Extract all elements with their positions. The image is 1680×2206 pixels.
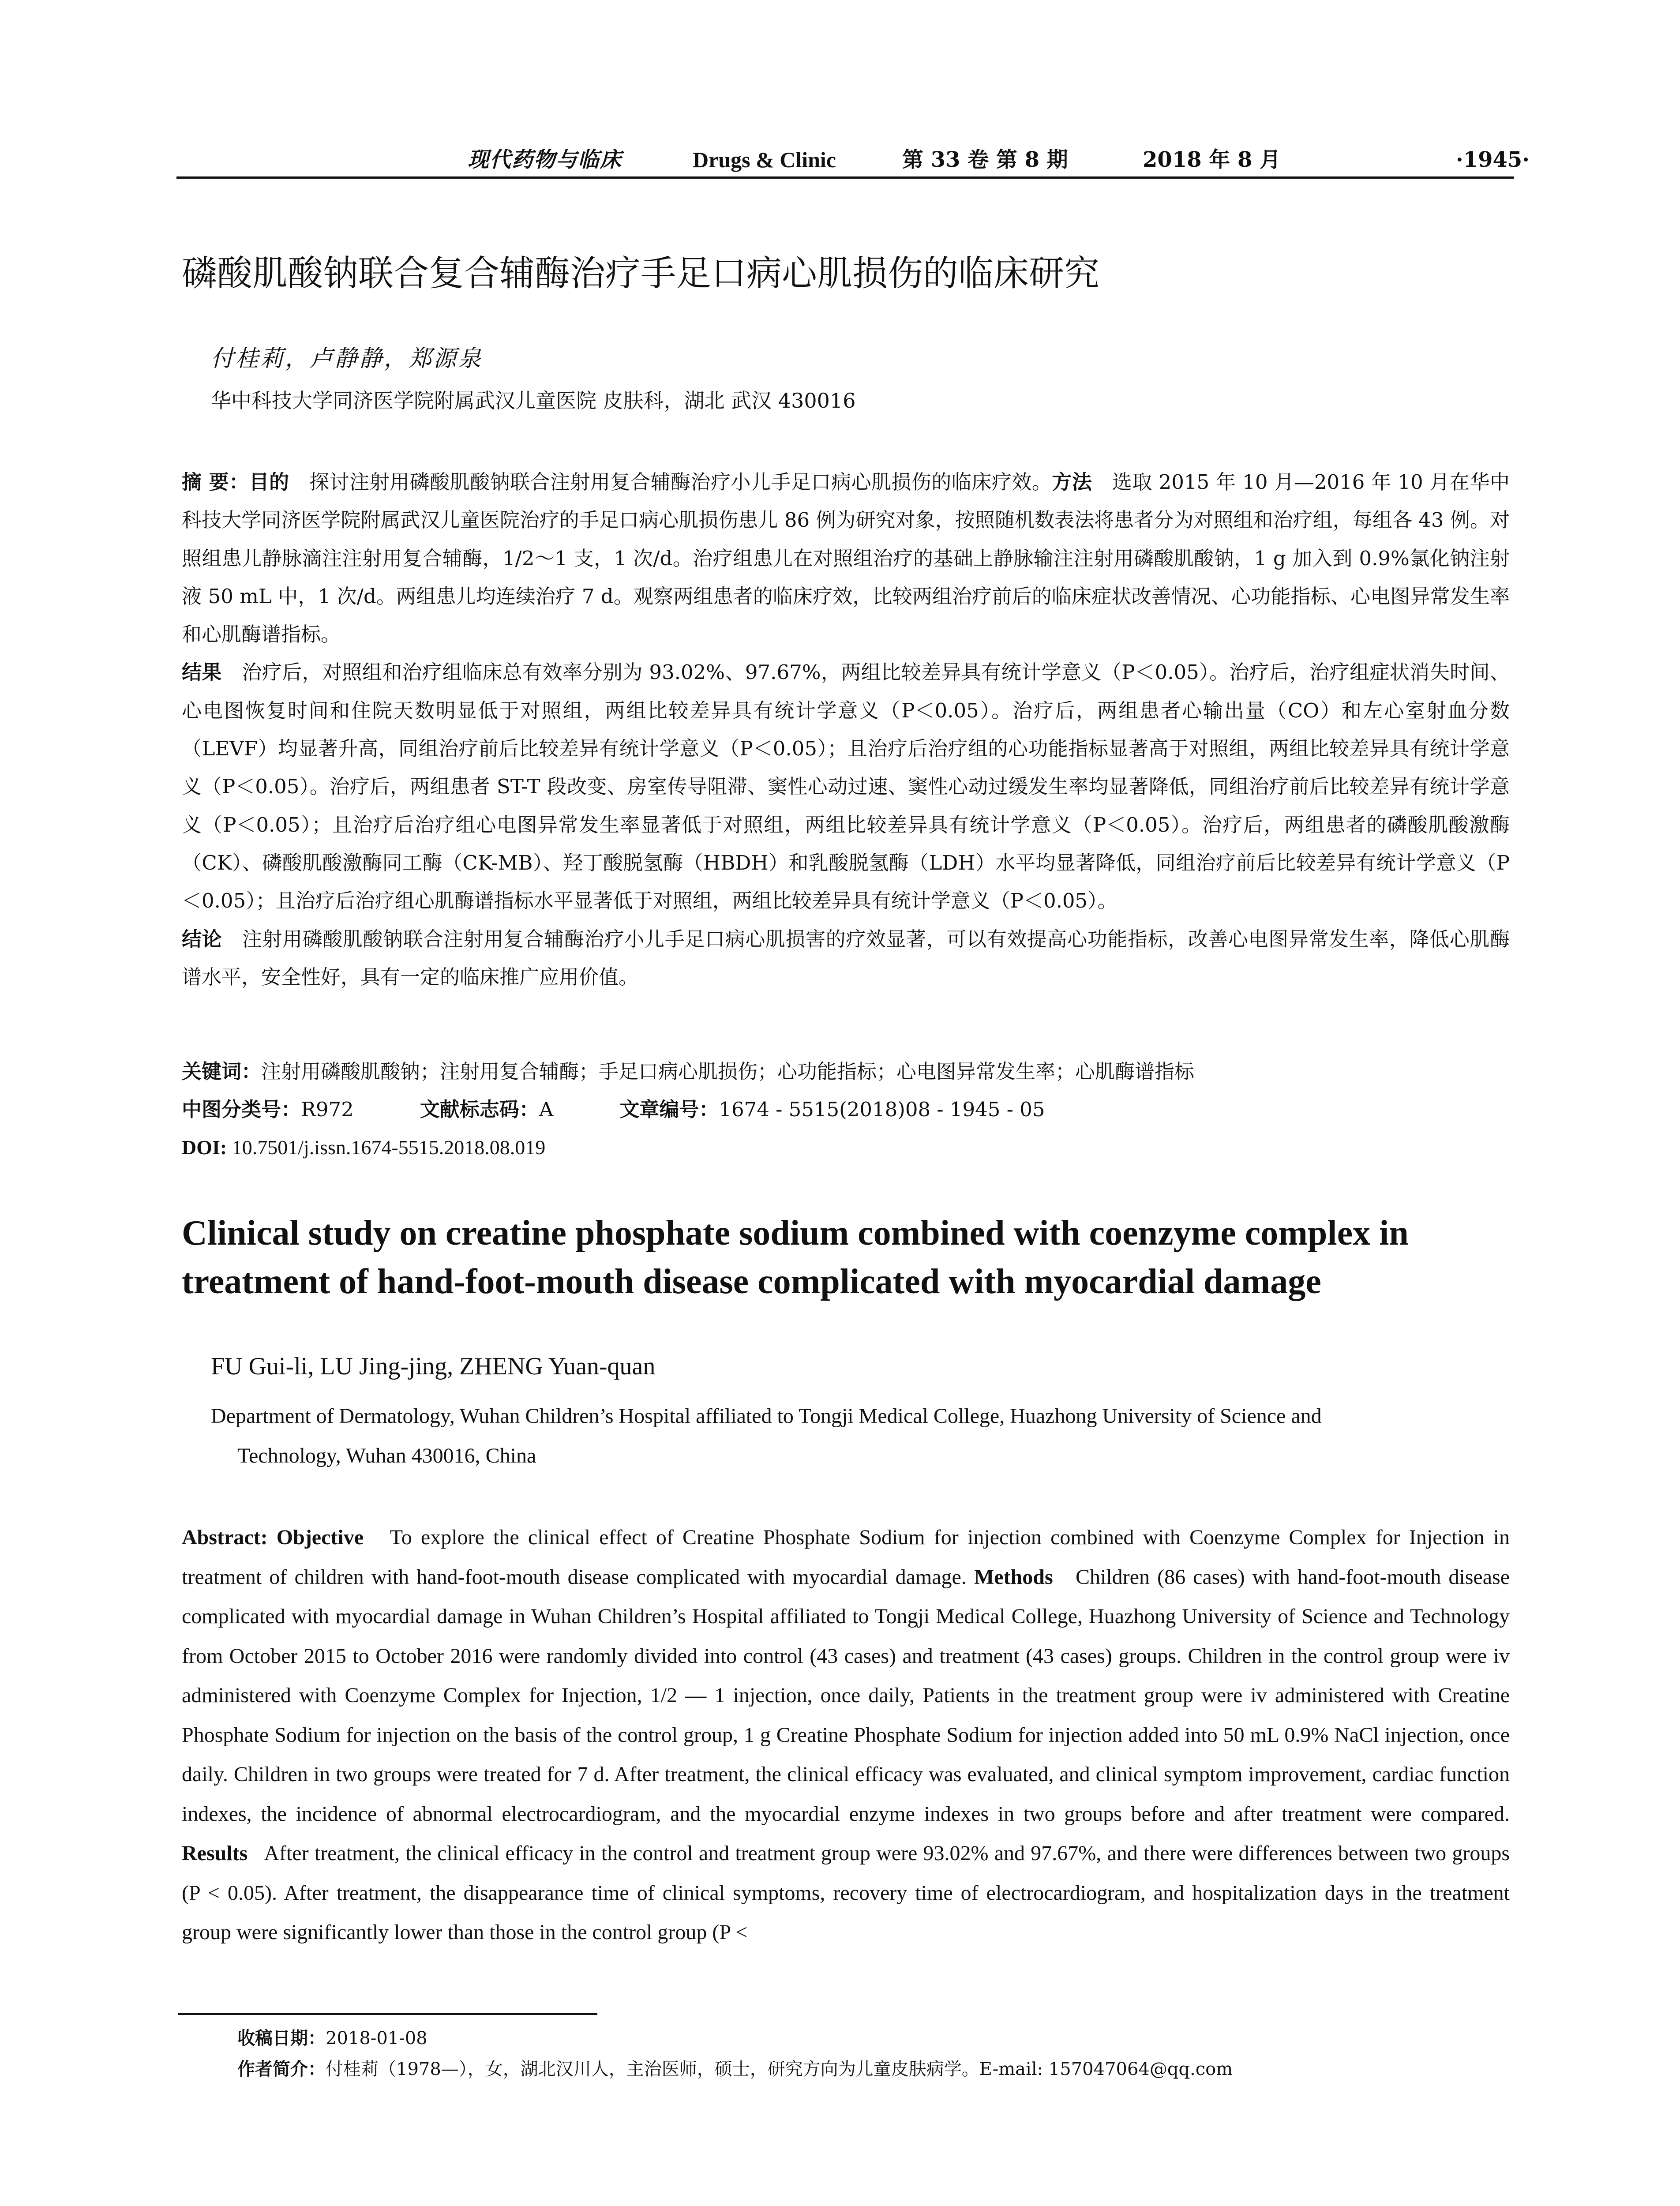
- footnote-received: [237, 2025, 428, 2052]
- results-label-en: Results: [182, 1842, 248, 1865]
- results-text-en: After treatment, the clinical efficacy in the control and treatment group were 93.02% and 97.67%, and there were differences between two groups (P < 0.05). After treatment, the disappearance time of clinical symptoms, recovery time of electrocardiogram, and hospitalization days in the treatment group were significantly lower than those in the control group (P <: [182, 1842, 1510, 1944]
- header-date: 2018 年 8 月: [1143, 147, 1281, 172]
- footnote-rule: [178, 2013, 597, 2015]
- abstract-cn-label: 摘 要：: [182, 470, 249, 494]
- doi-line: [182, 1129, 545, 1167]
- objective-text-cn: 探讨注射用磷酸肌酸钠联合注射用复合辅酶治疗小儿手足口病心肌损伤的临床疗效。: [309, 470, 1052, 494]
- clc-label: 中图分类号：: [182, 1098, 301, 1121]
- clc-value: R972: [301, 1098, 354, 1121]
- abstract-cn: [182, 463, 1510, 996]
- author-bio-value: 付桂莉（1978—），女，湖北汉川人，主治医师，硕士，研究方向为儿童皮肤病学。E-mail: 157047064@qq.com: [326, 2059, 1233, 2079]
- header-journal-en: Drugs & Clinic: [693, 147, 836, 172]
- header-journal-cn: 现代药物与临床: [468, 147, 622, 172]
- author-bio-label: 作者简介：: [237, 2059, 326, 2079]
- header-page-number: ·1945·: [1456, 147, 1530, 172]
- abstract-en-label: Abstract: Objective: [182, 1526, 364, 1549]
- abstract-en-body: [182, 1518, 1510, 1952]
- keywords-text: 注射用磷酸肌酸钠；注射用复合辅酶；手足口病心肌损伤；心功能指标；心电图异常发生率；心肌酶谱指标: [261, 1060, 1195, 1083]
- doi-label: DOI:: [182, 1136, 227, 1159]
- received-label: 收稿日期：: [237, 2028, 326, 2048]
- results-text-cn: 治疗后，对照组和治疗组临床总有效率分别为 93.02%、97.67%，两组比较差异具有统计学意义（P＜0.05）。治疗后，治疗组症状消失时间、心电图恢复时间和住院天数明显低于对照组，两组比较差异具有统计学意义（P＜0.05）。治疗后，两组患者心输出量（CO）和左心室射血分数（LEVF）均显著升高，同组治疗前后比较差异有统计学意义（P＜0.05）；且治疗后治疗组的心功能指标显著高于对照组，两组比较差异具有统计学意义（P＜0.05）。治疗后，两组患者 ST-T 段改变、房室传导阻滞、窦性心动过速、窦性心动过缓发生率均显著降低，同组治疗前后比较差异有统计学意义（P＜0.05）；且治疗后治疗组心电图异常发生率显著低于对照组，两组比较差异具有统计学意义（P＜0.05）。治疗后，两组患者的磷酸肌酸激酶（CK）、磷酸肌酸激酶同工酶（CK-MB）、羟丁酸脱氢酶（HBDH）和乳酸脱氢酶（LDH）水平均显著降低，同组治疗前后比较差异有统计学意义（P＜0.05）；且治疗后治疗组心肌酶谱指标水平显著低于对照组，两组比较差异具有统计学意义（P＜0.05）。: [182, 660, 1510, 913]
- abstract-cn-results: [182, 653, 1510, 920]
- abstract-en: [182, 1518, 1510, 1952]
- results-label-cn: 结果: [182, 660, 222, 684]
- keywords-cn: [182, 1053, 1510, 1091]
- header-rule: [176, 176, 1514, 179]
- abstract-cn-objective: [182, 463, 1510, 653]
- authors-cn: 付桂莉，卢静静，郑源泉: [211, 345, 483, 372]
- methods-label-cn: 方法: [1052, 470, 1092, 494]
- doc-code-value: A: [539, 1098, 554, 1121]
- conclusion-text-cn: 注射用磷酸肌酸钠联合注射用复合辅酶治疗小儿手足口病心肌损害的疗效显著，可以有效提高心功能指标，改善心电图异常发生率，降低心肌酶谱水平，安全性好，具有一定的临床推广应用价值。: [182, 927, 1510, 989]
- authors-en: FU Gui-li, LU Jing-jing, ZHENG Yuan-quan: [211, 1353, 656, 1380]
- title-en: Clinical study on creatine phosphate sodium combined with coenzyme complex in treatment of hand-foot-mouth disease complicated with myocardial damage: [182, 1214, 1409, 1301]
- title-cn: 磷酸肌酸钠联合复合辅酶治疗手足口病心肌损伤的临床研究: [182, 253, 1099, 294]
- conclusion-label-cn: 结论: [182, 927, 222, 951]
- received-value: 2018-01-08: [326, 2028, 428, 2048]
- objective-text-en: To explore the clinical effect of Creatine Phosphate Sodium for injection combined with Coenzyme Complex for Injection in treatment of children with hand-foot-mouth disease complicated with myocardial damage.: [182, 1526, 1510, 1589]
- methods-label-en: Methods: [974, 1565, 1053, 1589]
- methods-text-cn: 选取 2015 年 10 月—2016 年 10 月在华中科技大学同济医学院附属武汉儿童医院治疗的手足口病心肌损伤患儿 86 例为研究对象，按照随机数表法将患者分为对照组和治疗组，每组各 43 例。对照组患儿静脉滴注注射用复合辅酶，1/2～1 支，1 次/d。治疗组患儿在对照组治疗的基础上静脉输注注射用磷酸肌酸钠，1 g 加入到 0.9%氯化钠注射液 50 mL 中，1 次/d。两组患儿均连续治疗 7 d。观察两组患者的临床疗效，比较两组治疗前后的临床症状改善情况、心功能指标、心电图异常发生率和心肌酶谱指标。: [182, 470, 1510, 646]
- classification-line: [182, 1091, 1045, 1129]
- article-no-label: 文章编号：: [619, 1098, 719, 1121]
- doc-code-label: 文献标志码：: [420, 1098, 539, 1121]
- header-volume-issue: 第 33 卷 第 8 期: [902, 147, 1068, 172]
- abstract-cn-conclusion: [182, 920, 1510, 997]
- methods-text-en: Children (86 cases) with hand-foot-mouth disease complicated with myocardial damage in Wuhan Children’s Hospital affiliated to Tongji Medical College, Huazhong University of Science and Technology from October 2015 to October 2016 were randomly divided into control (43 cases) and treatment (43 cases) groups. Children in the control group were iv administered with Coenzyme Complex for Injection, 1/2 — 1 injection, once daily, Patients in the treatment group were iv administered with Creatine Phosphate Sodium for injection on the basis of the control group, 1 g Creatine Phosphate Sodium for injection added into 50 mL 0.9% NaCl injection, once daily. Children in two groups were treated for 7 d. After treatment, the clinical efficacy was evaluated, and clinical symptom improvement, cardiac function indexes, the incidence of abnormal electrocardiogram, and the myocardial enzyme indexes in two groups before and after treatment were compared.: [182, 1565, 1510, 1826]
- doi-value[interactable]: 10.7501/j.issn.1674-5515.2018.08.019: [232, 1136, 546, 1159]
- affiliation-en-line1: Department of Dermatology, Wuhan Children’s Hospital affiliated to Tongji Medical College, Huazhong University of Science and: [211, 1404, 1322, 1428]
- affiliation-en-line2: Technology, Wuhan 430016, China: [237, 1444, 536, 1467]
- footnote-author: [237, 2056, 1233, 2082]
- objective-label-cn: 目的: [249, 470, 289, 494]
- article-no-value: 1674 - 5515(2018)08 - 1945 - 05: [719, 1098, 1045, 1121]
- keywords-label: 关键词：: [182, 1060, 262, 1083]
- affiliation-cn: 华中科技大学同济医学院附属武汉儿童医院 皮肤科，湖北 武汉 430016: [211, 389, 856, 413]
- affiliation-en: [211, 1396, 1512, 1476]
